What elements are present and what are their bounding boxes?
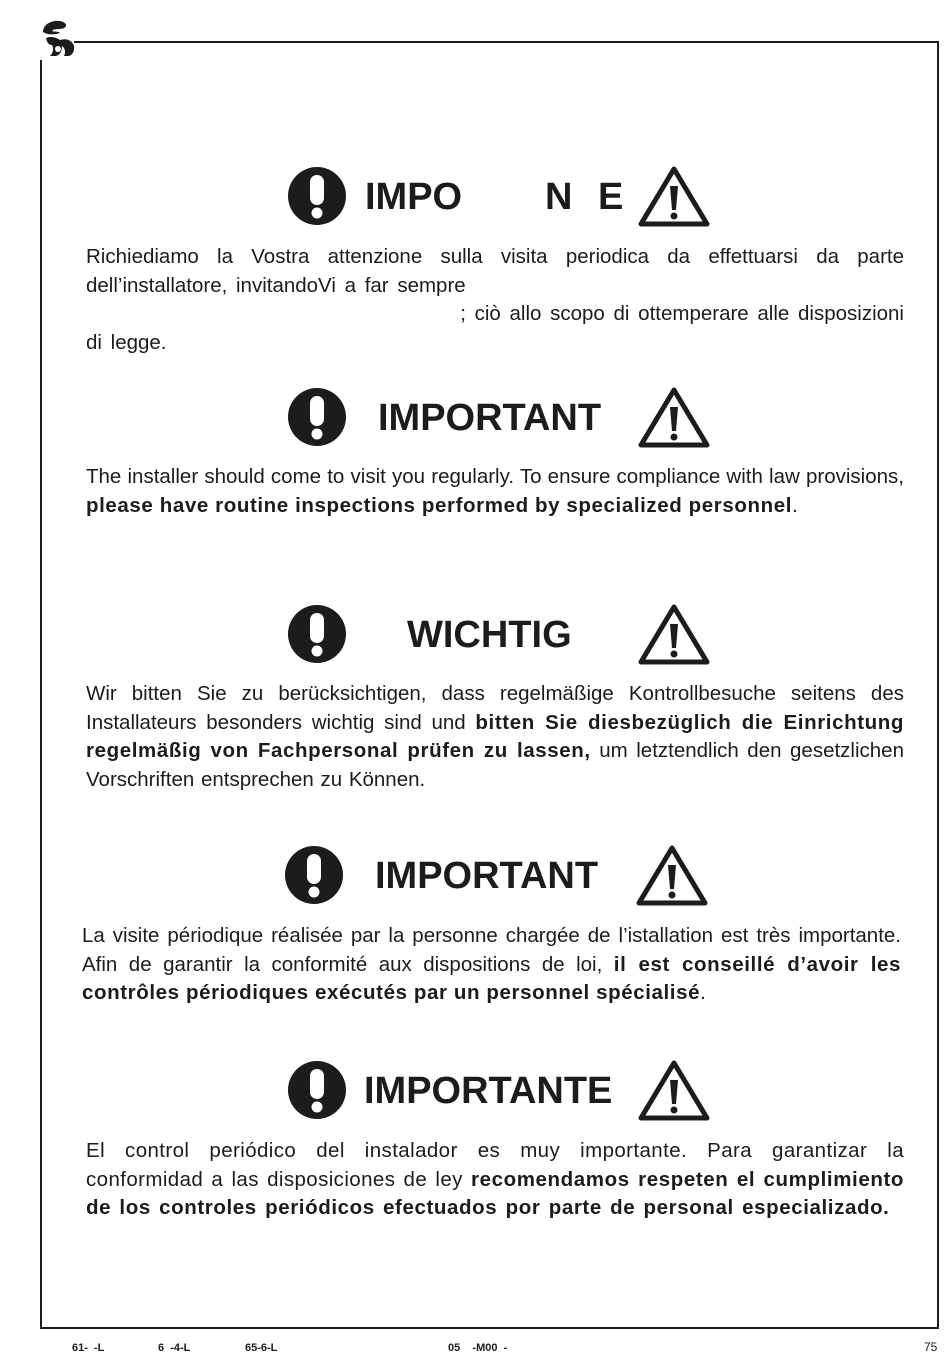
footer-code-4: 05 -M00 - [448, 1342, 508, 1354]
text-line: di legge. [86, 330, 167, 354]
section-heading-en-title: IMPORTANT [378, 397, 602, 439]
section-heading-es [0, 1058, 950, 1124]
section-heading-en [0, 385, 950, 451]
section-heading-fr-title: IMPORTANT [375, 855, 599, 897]
page-frame-right [937, 41, 939, 1328]
footer-code-2: 6 -4-L [158, 1342, 191, 1354]
text-run: The installer should come to visit you regularly. To ensure compliance with law provisions, [86, 465, 904, 488]
text-run: um letztendlich den gesetzlichen Vorschriften entsprechen zu Können. [86, 739, 904, 791]
exclamation-circle-icon [287, 166, 347, 226]
exclamation-circle-icon [287, 387, 347, 447]
footer-code-1: 61- -L [72, 1342, 105, 1354]
heading-fragment: IMPO [365, 176, 463, 218]
text-line: dell’installatore, invitandoVi a far sempre [86, 273, 466, 297]
warning-triangle-icon [635, 843, 709, 907]
text-run: . [700, 981, 706, 1005]
text-line: ; ciò allo scopo di ottemperare alle disposizioni [460, 302, 904, 326]
warning-triangle-icon [637, 602, 711, 666]
section-heading-it-title [365, 172, 630, 222]
section-text-en [86, 463, 904, 520]
section-heading-es-title: IMPORTANTE [364, 1070, 613, 1112]
heading-fragment: N [545, 176, 573, 218]
warning-triangle-icon [637, 1058, 711, 1122]
heading-fragment: E [598, 176, 624, 218]
footer-code-3: 65-6-L [245, 1342, 278, 1354]
section-text-fr [82, 922, 901, 1008]
warning-triangle-icon [637, 164, 711, 228]
page-frame-bottom [40, 1327, 939, 1329]
section-heading-de [0, 602, 950, 668]
warning-triangle-icon [637, 385, 711, 449]
text-run: Wir bitten Sie zu berücksichtigen, dass regelmäßige Kontrollbesuche seitens des Installateurs besonders wichtig sind und [86, 682, 904, 734]
section-text-es [86, 1137, 904, 1223]
brand-logo [40, 18, 78, 58]
page-frame-left [40, 60, 42, 1328]
exclamation-circle-icon [284, 845, 344, 905]
section-text-de [86, 680, 904, 794]
exclamation-circle-icon [287, 1060, 347, 1120]
text-run-bold: bitten Sie diesbezüglich die Einrichtung regelmäßig von Fachpersonal prüfen zu lassen, [86, 710, 904, 763]
page-number: 75 [924, 1340, 938, 1354]
section-heading-de-title: WICHTIG [407, 614, 572, 656]
page-frame-top [74, 41, 939, 43]
text-run: La visite périodique réalisée par la personne chargée de l’istallation est très importante. Afin de garantir la conformité aux dispositions de loi, [82, 924, 901, 976]
section-text-it [86, 243, 904, 357]
text-run-bold: please have routine inspections performed by specialized personnel [86, 493, 793, 517]
text-run: El control periódico del instalador es muy importante. Para garantizar la conformidad a las disposiciones de ley [86, 1139, 904, 1191]
section-heading-fr [0, 843, 950, 909]
text-run: . [792, 493, 798, 517]
text-line: Richiediamo la Vostra attenzione sulla visita periodica da effettuarsi da parte [86, 245, 904, 268]
section-heading-it [0, 164, 950, 230]
text-run-bold: recomendamos respeten el cumplimiento de los controles periódicos efectuados por parte de personal especializado. [86, 1167, 904, 1220]
text-run-bold: il est conseillé d’avoir les contrôles périodiques exécutés par un personnel spécialisé [82, 952, 901, 1005]
exclamation-circle-icon [287, 604, 347, 664]
